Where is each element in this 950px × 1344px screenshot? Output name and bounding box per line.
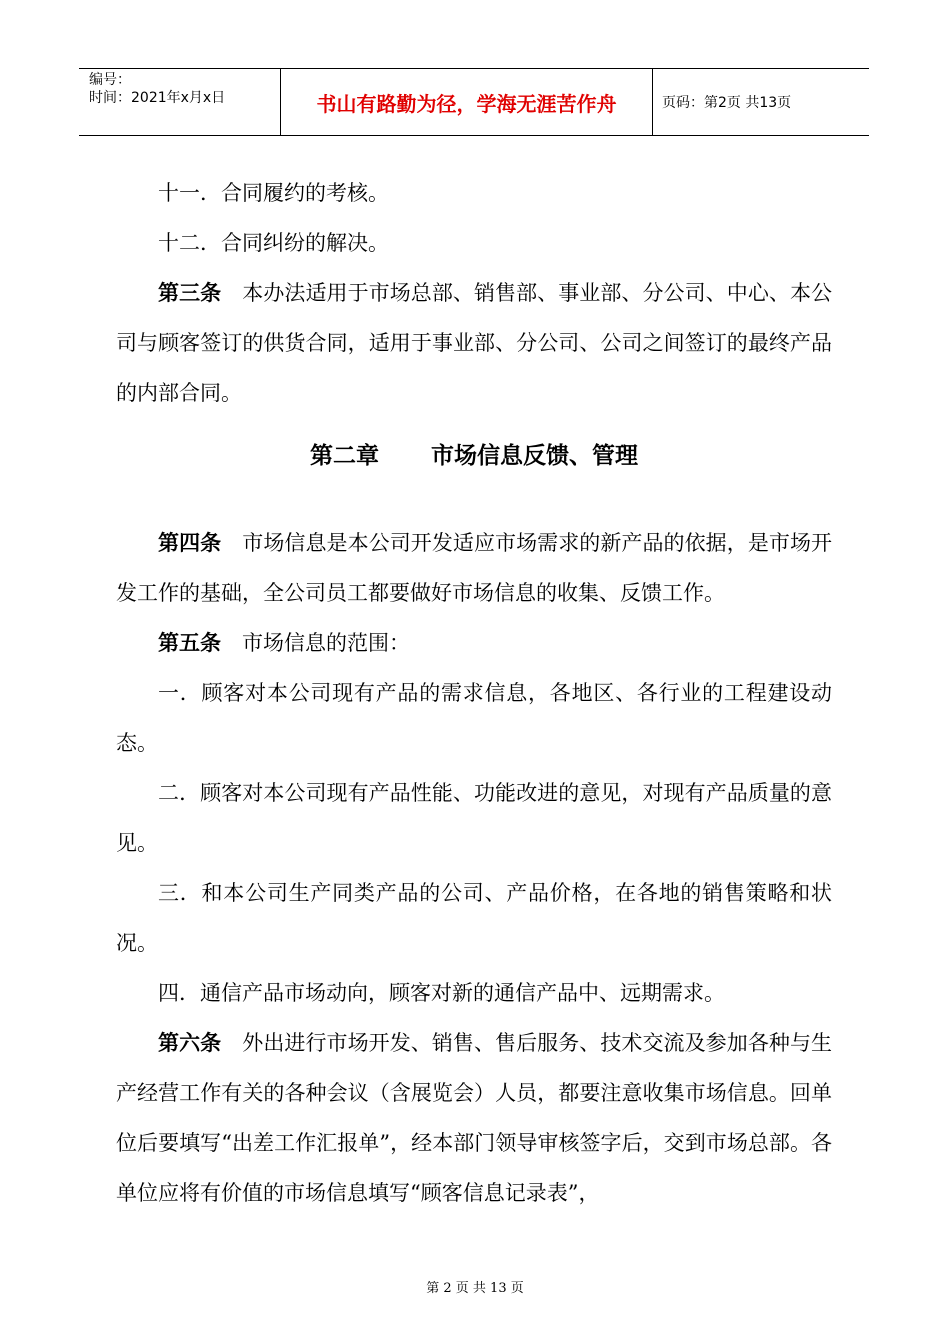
article-4-text: 市场信息是本公司开发适应市场需求的新产品的依据，是市场开发工作的基础，全公司员工都要做好市场信息的收集、反馈工作。 [116, 531, 833, 605]
article-5-item-1: 一．顾客对本公司现有产品的需求信息，各地区、各行业的工程建设动态。 [116, 681, 832, 755]
doc-number-label: 编号： [89, 72, 131, 88]
article-5-item-3: 三．和本公司生产同类产品的公司、产品价格，在各地的销售策略和状况。 [116, 881, 832, 955]
article-5-item-4: 四．通信产品市场动向，顾客对新的通信产品中、远期需求。 [158, 981, 725, 1005]
article-3-text: 本办法适用于市场总部、销售部、事业部、分公司、中心、本公司与顾客签订的供货合同，适用于事业部、分公司、公司之间签订的最终产品的内部合同。 [116, 281, 833, 405]
item-12: 十二．合同纠纷的解决。 [158, 231, 389, 255]
article-5-text: 市场信息的范围： [242, 631, 410, 655]
doc-time-label: 时间：2021年x月x日 [89, 90, 226, 106]
header-page-info [653, 69, 869, 135]
article-6-label: 第六条 [158, 1030, 222, 1055]
page-footer [0, 1277, 950, 1296]
chapter-title: 市场信息反馈、管理 [431, 443, 638, 469]
chapter-number: 第二章 [310, 443, 379, 469]
article-4 [116, 518, 832, 618]
chapter-heading [116, 431, 832, 481]
page-info-text: 页码：第2页 共13页 [662, 95, 792, 111]
article-6-text: 外出进行市场开发、销售、售后服务、技术交流及参加各种与生产经营工作有关的各种会议（含展览会）人员，都要注意收集市场信息。回单位后要填写“出差工作汇报单”，经本部门领导审核签字后，交到市场总部。各单位应将有价值的市场信息填写“顾客信息记录表”， [116, 1031, 833, 1205]
page-header [79, 68, 869, 136]
motto-text: 书山有路勤为径，学海无涯苦作舟 [316, 91, 617, 116]
article-4-label: 第四条 [158, 530, 222, 555]
article-3-label: 第三条 [158, 280, 222, 305]
document-body [116, 168, 832, 1218]
header-motto [281, 69, 653, 135]
footer-page-number: 第 2 页 共 13 页 [426, 1281, 524, 1296]
article-5-item-2: 二．顾客对本公司现有产品性能、功能改进的意见，对现有产品质量的意见。 [116, 781, 832, 855]
article-3 [116, 268, 832, 418]
item-11: 十一．合同履约的考核。 [158, 181, 389, 205]
header-meta [79, 69, 281, 135]
article-5 [116, 618, 832, 668]
article-6 [116, 1018, 832, 1218]
article-5-label: 第五条 [158, 630, 221, 655]
